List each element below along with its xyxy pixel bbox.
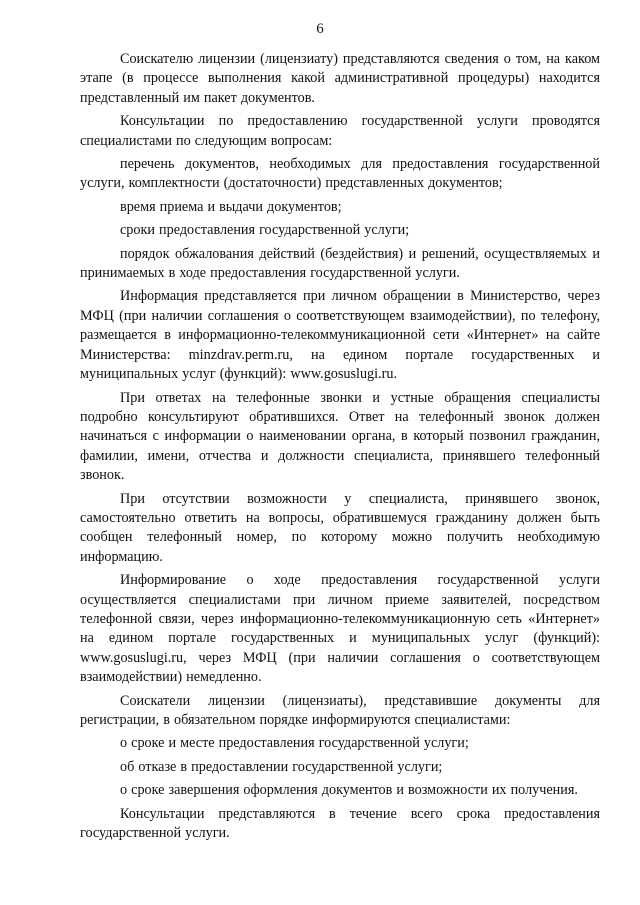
paragraph-information-channels: Информация представляется при личном обращении в Министерство, через МФЦ (при наличии соглашения о соответствующем взаимодействии), по телефону, размещается в информационно-телекоммуникационной сети «Интернет» на сайте Министерства: minzdrav.perm.ru, на едином портале государственных и муниципальных услуг (функций): www.gosuslugi.ru. <box>80 288 600 383</box>
paragraph-phone-answers: При ответах на телефонные звонки и устные обращения специалисты подробно консультируют обратившихся. Ответ на телефонный звонок должен начинаться с информации о наименовании органа, в который позвонил гражданин, фамилии, имени, отчества и должности специалиста, принявшего телефонный звонок. <box>80 389 600 484</box>
paragraph-consultations-intro: Консультации по предоставлению государственной услуги проводятся специалистами по следующим вопросам: <box>80 113 600 149</box>
list-item-appeal-procedure: порядок обжалования действий (бездействия) и решений, осуществляемых и принимаемых в ходе предоставления государственной услуги. <box>80 245 600 282</box>
list-item-time-place: о сроке и месте предоставления государственной услуги; <box>120 735 469 752</box>
list-item-service-terms: сроки предоставления государственной услуги; <box>120 222 410 239</box>
list-item-documents: перечень документов, необходимых для предоставления государственной услуги, комплектности (достаточности) представленных документов; <box>80 156 600 192</box>
paragraph-informing-progress: Информирование о ходе предоставления государственной услуги осуществляется специалистами при личном приеме заявителей, посредством телефонной связи, через информационно-телекоммуникационную сеть «Интернет» на едином портале государственных и муниципальных услуг (функций): www.gosuslugi.ru, через МФЦ (при наличии соглашения о соответствующем взаимодействии) немедленно. <box>80 572 600 686</box>
list-item-completion-term: о сроке завершения оформления документов и возможности их получения. <box>120 782 578 799</box>
list-item-refusal: об отказе в предоставлении государственной услуги; <box>120 758 443 775</box>
list-item-reception-time: время приема и выдачи документов; <box>120 198 342 215</box>
document-body <box>80 50 600 843</box>
paragraph-applicants-informed: Соискатели лицензии (лицензиаты), представившие документы для регистрации, в обязательном порядке информируются специалистами: <box>80 692 600 728</box>
paragraph-status-info: Соискателю лицензии (лицензиату) представляются сведения о том, на каком этапе (в процессе выполнения какой административной процедуры) находится представленный им пакет документов. <box>80 51 600 106</box>
paragraph-consultation-period: Консультации представляются в течение всего срока предоставления государственной услуги. <box>80 805 600 842</box>
page-number: 6 <box>316 21 324 37</box>
paragraph-no-answer-possibility: При отсутствии возможности у специалиста, принявшего звонок, самостоятельно ответить на вопросы, обратившемуся гражданину должен быть сообщен телефонный номер, по которому можно получить необходимую информацию. <box>80 490 600 565</box>
